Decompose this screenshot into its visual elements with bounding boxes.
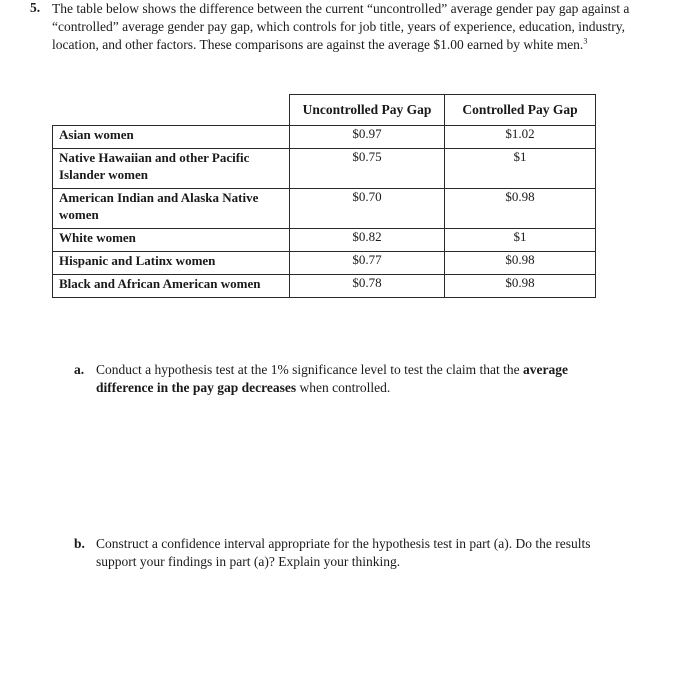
uncontrolled-value: $0.97 <box>290 126 445 149</box>
uncontrolled-value: $0.82 <box>290 229 445 252</box>
table-row <box>53 126 596 149</box>
uncontrolled-value: $0.70 <box>290 189 445 229</box>
table-row <box>53 149 596 189</box>
table-row <box>53 275 596 298</box>
footnote-marker: 3 <box>583 36 588 46</box>
table-row <box>53 229 596 252</box>
header-blank-cell <box>53 95 290 126</box>
controlled-value: $0.98 <box>445 252 596 275</box>
uncontrolled-value: $0.78 <box>290 275 445 298</box>
question-body: The table below shows the difference between the current “uncontrolled” average gender pay gap against a “controlled” average gender pay gap, which controls for job title, years of experience, education, industry, location, and other factors. These comparisons are against the average $1.00 earned by white men. <box>52 1 630 52</box>
uncontrolled-value: $0.75 <box>290 149 445 189</box>
part-b <box>74 535 614 571</box>
controlled-value: $1.02 <box>445 126 596 149</box>
row-label: White women <box>53 229 290 252</box>
uncontrolled-value: $0.77 <box>290 252 445 275</box>
pay-gap-table <box>52 94 596 298</box>
part-a-text-bold: average difference in the pay gap decreases <box>96 362 568 395</box>
controlled-value: $0.98 <box>445 189 596 229</box>
part-a-text <box>96 361 614 397</box>
header-uncontrolled: Uncontrolled Pay Gap <box>290 95 445 126</box>
part-a-letter: a. <box>74 362 85 377</box>
part-b-text: Construct a confidence interval appropriate for the hypothesis test in part (a). Do the results support your findings in part (a)? Explain your thinking. <box>96 536 591 569</box>
table-row <box>53 189 596 229</box>
part-b-letter: b. <box>74 536 85 551</box>
row-label: Asian women <box>53 126 290 149</box>
part-a-text-after: when controlled. <box>296 380 391 395</box>
table-row <box>53 252 596 275</box>
question-text <box>52 0 642 54</box>
part-a-text-before: Conduct a hypothesis test at the 1% significance level to test the claim that the <box>96 362 524 377</box>
table-header-row <box>53 95 596 126</box>
row-label: Hispanic and Latinx women <box>53 252 290 275</box>
row-label: Native Hawaiian and other Pacific Islander women <box>53 149 290 189</box>
part-a <box>74 361 614 397</box>
row-label: American Indian and Alaska Native women <box>53 189 290 229</box>
question-number: 5. <box>30 0 41 15</box>
header-controlled: Controlled Pay Gap <box>445 95 596 126</box>
controlled-value: $1 <box>445 149 596 189</box>
controlled-value: $1 <box>445 229 596 252</box>
row-label: Black and African American women <box>53 275 290 298</box>
controlled-value: $0.98 <box>445 275 596 298</box>
